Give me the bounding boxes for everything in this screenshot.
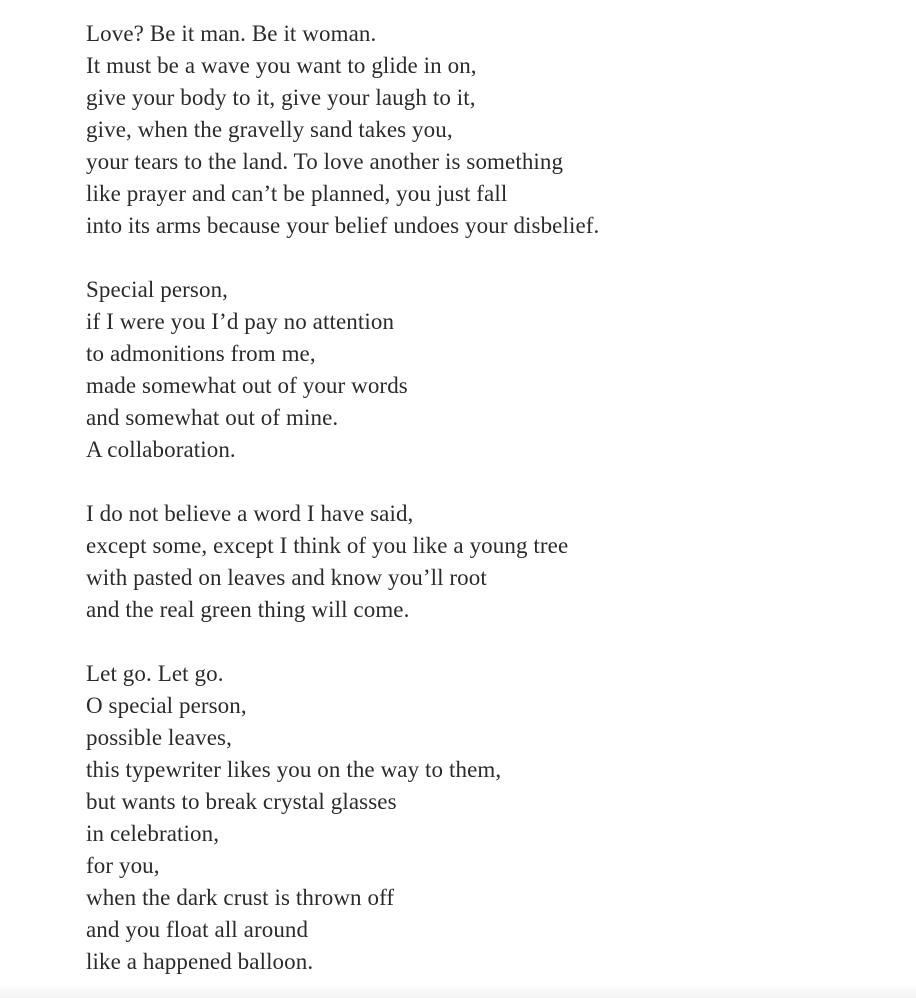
poem-line: A collaboration. <box>86 437 236 462</box>
stanza-4 <box>86 658 599 978</box>
poem-line: this typewriter likes you on the way to them, <box>86 757 502 782</box>
stanza-3 <box>86 498 599 626</box>
poem-line: for you, <box>86 853 160 878</box>
stanza-2 <box>86 274 599 466</box>
poem-line: like a happened balloon. <box>86 949 314 974</box>
page-bottom-edge <box>0 984 916 998</box>
poem-line: and the real green thing will come. <box>86 597 410 622</box>
poem-line: O special person, <box>86 693 247 718</box>
poem-line: Let go. Let go. <box>86 661 224 686</box>
poem-line: Love? Be it man. Be it woman. <box>86 21 377 46</box>
poem-line: and you float all around <box>86 917 309 942</box>
poem-line: your tears to the land. To love another is something <box>86 149 564 174</box>
poem-line: possible leaves, <box>86 725 232 750</box>
poem-line: made somewhat out of your words <box>86 373 408 398</box>
poem-line: and somewhat out of mine. <box>86 405 339 430</box>
poem-line: but wants to break crystal glasses <box>86 789 397 814</box>
poem-line: give, when the gravelly sand takes you, <box>86 117 453 142</box>
poem-line: I do not believe a word I have said, <box>86 501 414 526</box>
poem-line: except some, except I think of you like a young tree <box>86 533 569 558</box>
poem-line: when the dark crust is thrown off <box>86 885 395 910</box>
poem-line: with pasted on leaves and know you’ll root <box>86 565 487 590</box>
poem-line: It must be a wave you want to glide in on, <box>86 53 477 78</box>
poem-line: into its arms because your belief undoes your disbelief. <box>86 213 600 238</box>
poem-line: Special person, <box>86 277 229 302</box>
poem-line: if I were you I’d pay no attention <box>86 309 395 334</box>
poem-line: like prayer and can’t be planned, you just fall <box>86 181 508 206</box>
poem-line: give your body to it, give your laugh to it, <box>86 85 476 110</box>
poem-line: to admonitions from me, <box>86 341 316 366</box>
poem-text <box>86 18 599 978</box>
poem-line: in celebration, <box>86 821 220 846</box>
stanza-1 <box>86 18 599 242</box>
